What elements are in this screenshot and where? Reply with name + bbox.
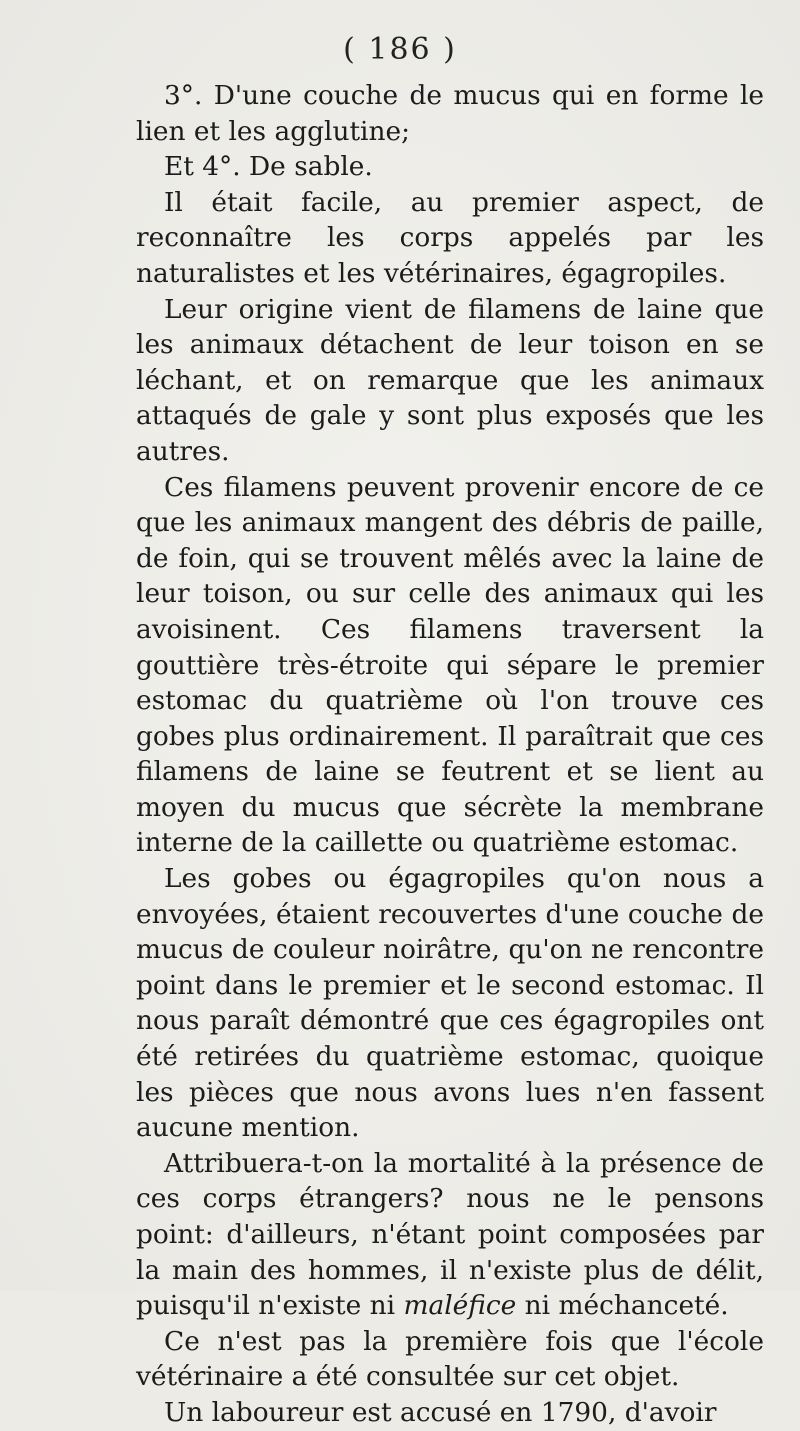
- italic-word: maléfice: [403, 1290, 517, 1322]
- paragraph-7-part-1: Attribuera-t-on la mortalité à la présence de ces corps étrangers? nous ne le pensons point: d'ailleurs, n'étant point composées par la main des hommes, il n'existe plus de délit, puisqu'il n'existe ni: [136, 1147, 764, 1322]
- paragraph-8: Ce n'est pas la première fois que l'école vétérinaire a été consultée sur cet objet.: [136, 1325, 764, 1393]
- paragraph-5: Ces filamens peuvent provenir encore de ce que les animaux mangent des débris de paille, de foin, qui se trouvent mêlés avec la laine de leur toison, ou sur celle des animaux qui les avoisinent. Ces filamens traversent la gouttière très-étroite qui sépare le premier estomac du quatrième où l'on trouve ces gobes plus ordinairement. Il paraîtrait que ces filamens de laine se feutrent et se lient au moyen du mucus que sécrète la membrane interne de la caillette ou quatrième estomac.: [136, 471, 764, 859]
- paragraph-6: Les gobes ou égagropiles qu'on nous a envoyées, étaient recouvertes d'une couche de mucus de couleur noirâtre, qu'on ne rencontre point dans le premier et le second estomac. Il nous paraît démontré que ces égagropiles ont été retirées du quatrième estomac, quoique les pièces que nous avons lues n'en fassent aucune mention.: [136, 863, 764, 1144]
- paragraph-1: 3°. D'une couche de mucus qui en forme le lien et les agglutine;: [136, 80, 764, 147]
- paragraph-7: [136, 1146, 764, 1324]
- body-text: [136, 78, 764, 1431]
- paragraph-9: Un laboureur est accusé en 1790, d'avoir: [164, 1396, 717, 1428]
- paragraph-3: Il était facile, au premier aspect, de reconnaître les corps appelés par les naturalistes et les vétérinaires, égagropiles.: [136, 186, 764, 289]
- paragraph-7-part-2: ni méchanceté.: [516, 1290, 729, 1322]
- page-number: ( 186 ): [343, 32, 457, 67]
- paragraph-4: Leur origine vient de filamens de laine que les animaux détachent de leur toison en se léchant, et on remarque que les animaux attaqués de gale y sont plus exposés que les autres.: [136, 293, 764, 467]
- paragraph-2: Et 4°. De sable.: [164, 151, 373, 183]
